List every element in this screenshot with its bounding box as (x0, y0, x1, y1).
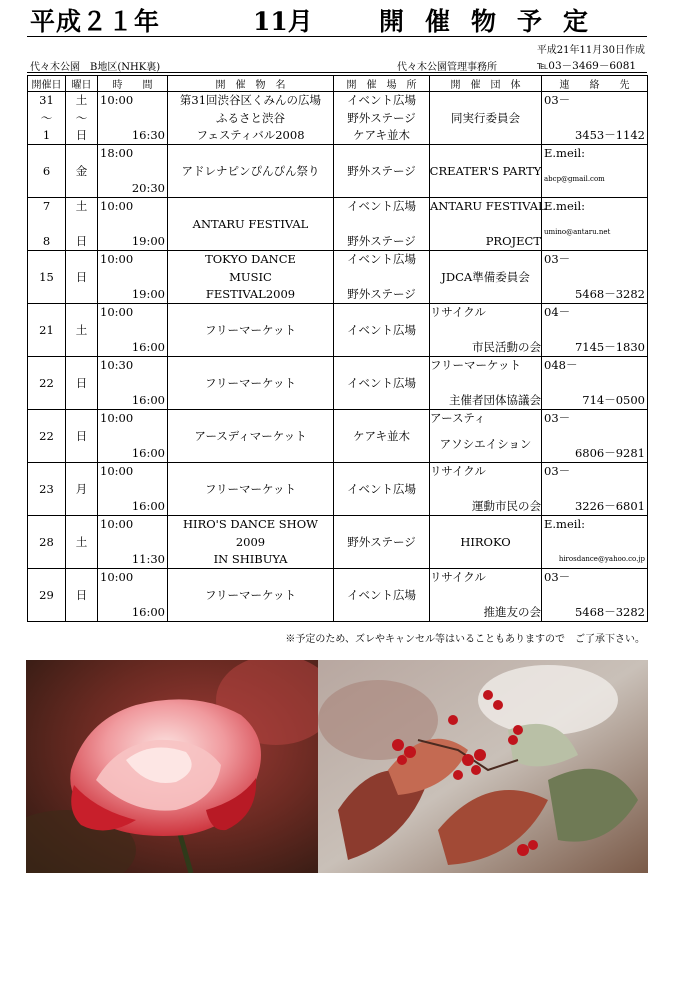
event-cell (168, 516, 334, 569)
organizer-cell-line: アソシエイション (439, 437, 532, 451)
day-cell (66, 516, 98, 569)
event-cell (168, 251, 334, 304)
place-cell-line: ケアキ並木 (352, 428, 411, 443)
date-cell (28, 251, 66, 304)
created-date: 平成21年11月30日作成 (536, 45, 645, 56)
organizer-cell (430, 251, 542, 304)
contact-cell-line: 714－0500 (582, 393, 645, 407)
contact-cell-line: 03－ (544, 252, 571, 266)
table-row (28, 251, 648, 304)
day-cell-line: 日 (75, 269, 88, 284)
place-cell-line: イベント広場 (347, 93, 416, 107)
park-location: 代々木公園 B地区(NHK裏) (30, 62, 161, 73)
end-time: 16:00 (131, 499, 165, 513)
table-row (28, 304, 648, 357)
organizer-cell (430, 304, 542, 357)
date-cell (28, 569, 66, 622)
time-cell (98, 463, 168, 516)
contact-cell-line: abcp@gmail.com (544, 175, 605, 183)
event-cell-line: フリーマーケット (205, 375, 296, 390)
day-cell (66, 198, 98, 251)
disclaimer-note: ※予定のため、ズレやキャンセル等はいることもありますので ご了承下さい。 (285, 634, 645, 645)
day-cell-line: ～ (75, 110, 88, 125)
place-cell-line: イベント広場 (347, 199, 416, 213)
event-cell-line: フリーマーケット (205, 481, 296, 496)
organizer-cell-line: 運動市民の会 (472, 499, 541, 513)
end-time: 11:30 (131, 552, 165, 566)
contact-cell (542, 357, 648, 410)
place-cell (334, 251, 430, 304)
end-time: 16:00 (131, 340, 165, 354)
day-cell (66, 251, 98, 304)
organizer-cell-line: CREATER'S PARTY (429, 163, 542, 178)
contact-cell-line: 03－ (544, 411, 571, 425)
organizer-cell-line: フリーマーケット (430, 358, 521, 372)
place-cell-line: イベント広場 (347, 481, 416, 496)
contact-cell-line: 3226－6801 (574, 499, 645, 513)
col-event: 開 催 物 名 (168, 76, 334, 92)
day-cell (66, 463, 98, 516)
time-cell (98, 357, 168, 410)
rose-photo (26, 660, 318, 873)
organizer-cell (430, 145, 542, 198)
date-cell (28, 463, 66, 516)
place-cell-line: 野外ステージ (347, 287, 416, 301)
start-time: 10:00 (100, 517, 134, 531)
table-row (28, 92, 648, 145)
berries-photo (318, 660, 648, 873)
day-cell (66, 304, 98, 357)
time-cell (98, 569, 168, 622)
end-time: 16:00 (131, 605, 165, 619)
start-time: 10:30 (100, 358, 134, 372)
place-cell-line: 野外ステージ (347, 110, 416, 125)
table-row (28, 198, 648, 251)
col-date: 開催日 (28, 76, 66, 92)
col-time: 時 間 (98, 76, 168, 92)
date-cell (28, 516, 66, 569)
event-cell-line: TOKYO DANCE (205, 252, 296, 266)
organizer-cell (430, 516, 542, 569)
day-cell-line: 土 (75, 534, 88, 549)
date-cell (28, 145, 66, 198)
date-cell (28, 198, 66, 251)
contact-cell (542, 569, 648, 622)
date-cell (28, 92, 66, 145)
date-cell-line: 28 (39, 534, 54, 549)
time-cell (98, 304, 168, 357)
time-cell (98, 251, 168, 304)
contact-cell-line: E.meil: (544, 199, 585, 213)
event-cell-line: フリーマーケット (205, 587, 296, 602)
table-row (28, 516, 648, 569)
day-cell-line: 日 (75, 375, 88, 390)
event-cell-line: ANTARU FESTIVAL (192, 216, 309, 231)
start-time: 10:00 (100, 411, 134, 425)
place-cell-line: 野外ステージ (347, 163, 416, 178)
end-time: 16:00 (131, 446, 165, 460)
event-cell-line: フリーマーケット (205, 322, 296, 337)
place-cell-line: ケアキ並木 (352, 128, 411, 142)
contact-cell-line: 03－ (544, 570, 571, 584)
start-time: 18:00 (100, 146, 134, 160)
start-time: 10:00 (100, 570, 134, 584)
contact-cell (542, 516, 648, 569)
date-cell (28, 304, 66, 357)
date-cell-line: 6 (42, 163, 51, 178)
end-time: 16:00 (131, 393, 165, 407)
date-cell-line: ～ (40, 110, 53, 125)
end-time: 16:30 (131, 128, 165, 142)
contact-cell (542, 145, 648, 198)
day-cell-line: 月 (75, 481, 88, 496)
day-cell-line: 日 (75, 587, 88, 602)
day-cell-line: 金 (75, 163, 88, 178)
event-cell (168, 357, 334, 410)
event-cell (168, 198, 334, 251)
event-cell-line: FESTIVAL2009 (205, 287, 296, 301)
organizer-cell (430, 92, 542, 145)
title-year: 平成２１年 (30, 7, 161, 36)
end-time: 19:00 (131, 234, 165, 248)
contact-cell (542, 92, 648, 145)
event-cell (168, 463, 334, 516)
place-cell-line: 野外ステージ (347, 534, 416, 549)
day-cell (66, 92, 98, 145)
contact-cell-line: E.meil: (544, 146, 585, 160)
title-month: 11月 (253, 7, 313, 36)
contact-cell-line: hirosdance@yahoo.co.jp (558, 555, 645, 563)
contact-cell (542, 304, 648, 357)
table-row (28, 463, 648, 516)
organizer-cell (430, 463, 542, 516)
table-header-row (28, 76, 648, 92)
date-cell-line: 7 (42, 199, 51, 213)
event-cell (168, 145, 334, 198)
place-cell (334, 463, 430, 516)
place-cell-line: イベント広場 (347, 322, 416, 337)
contact-cell (542, 410, 648, 463)
organizer-cell-line: リサイクル (430, 464, 486, 478)
organizer-cell-line: 推進友の会 (483, 605, 541, 619)
event-cell-line: アドレナピンぴんぴん祭り (181, 163, 320, 178)
event-cell-line: アースディマーケット (194, 428, 307, 443)
date-cell-line: 22 (39, 428, 54, 443)
end-time: 20:30 (131, 181, 165, 195)
date-cell-line: 8 (42, 234, 51, 248)
end-time: 19:00 (131, 287, 165, 301)
contact-cell-line: umino@antaru.net (544, 228, 611, 236)
event-cell-line: HIRO'S DANCE SHOW (183, 517, 318, 531)
contact-cell-line: 048－ (544, 358, 578, 372)
contact-cell-line: 6806－9281 (574, 446, 645, 460)
event-cell (168, 304, 334, 357)
organizer-cell-line: 主催者団体協議会 (449, 393, 541, 407)
event-cell-line: IN SHIBUYA (213, 552, 288, 566)
col-organizer: 開 催 団 体 (430, 76, 542, 92)
date-cell-line: 21 (39, 322, 54, 337)
date-cell-line: 23 (39, 481, 54, 496)
day-cell-line: 土 (75, 322, 88, 337)
contact-cell-line: 7145－1830 (574, 340, 645, 354)
organizer-cell-line: 市民活動の会 (472, 340, 541, 354)
date-cell (28, 357, 66, 410)
place-cell (334, 92, 430, 145)
place-cell (334, 145, 430, 198)
col-day: 曜日 (66, 76, 98, 92)
start-time: 10:00 (100, 305, 134, 319)
event-cell (168, 569, 334, 622)
date-cell-line: 31 (39, 93, 54, 107)
title-heading: 開催物予定 (379, 7, 610, 36)
time-cell (98, 516, 168, 569)
day-cell (66, 569, 98, 622)
contact-cell-line: 03－ (544, 464, 571, 478)
table-row (28, 145, 648, 198)
time-cell (98, 145, 168, 198)
time-cell (98, 92, 168, 145)
date-cell-line: 22 (39, 375, 54, 390)
day-cell-line: 土 (75, 199, 88, 213)
event-cell-line: 2009 (235, 534, 266, 549)
place-cell (334, 569, 430, 622)
divider (27, 72, 647, 73)
col-place: 開 催 場 所 (334, 76, 430, 92)
start-time: 10:00 (100, 93, 134, 107)
day-cell-line: 日 (75, 234, 88, 248)
time-cell (98, 410, 168, 463)
event-cell (168, 92, 334, 145)
organizer-cell-line: 同実行委員会 (451, 110, 520, 125)
place-cell-line: イベント広場 (347, 375, 416, 390)
place-cell (334, 410, 430, 463)
place-cell (334, 516, 430, 569)
day-cell-line: 日 (75, 428, 88, 443)
title-bar (27, 2, 647, 37)
day-cell-line: 日 (75, 128, 88, 142)
day-cell-line: 土 (75, 93, 88, 107)
organizer-cell (430, 569, 542, 622)
office-phone: ℡03－3469－6081 (537, 60, 637, 72)
contact-cell-line: E.meil: (544, 517, 585, 531)
day-cell (66, 357, 98, 410)
start-time: 10:00 (100, 199, 134, 213)
place-cell-line: イベント広場 (347, 587, 416, 602)
organizer-cell (430, 357, 542, 410)
organizer-cell-line: HIROKO (460, 534, 511, 549)
day-cell (66, 410, 98, 463)
organizer-cell (430, 410, 542, 463)
date-cell-line: 1 (42, 128, 51, 142)
contact-cell (542, 251, 648, 304)
table-row (28, 569, 648, 622)
start-time: 10:00 (100, 464, 134, 478)
organizer-cell-line: PROJECT (485, 234, 541, 248)
organizer-cell-line: ANTARU FESTIVAL (430, 199, 546, 213)
contact-cell-line: 04－ (544, 305, 571, 319)
contact-cell (542, 463, 648, 516)
table-row (28, 410, 648, 463)
contact-cell (542, 198, 648, 251)
place-cell-line: 野外ステージ (347, 234, 416, 248)
event-cell (168, 410, 334, 463)
organizer-cell-line: アースティ (430, 411, 486, 425)
organizer-cell (430, 198, 546, 251)
event-cell-line: 第31回渋谷区くみんの広場 (179, 93, 322, 107)
time-cell (98, 198, 168, 251)
date-cell-line: 29 (39, 587, 54, 602)
place-cell (334, 304, 430, 357)
date-cell (28, 410, 66, 463)
organizer-cell-line: リサイクル (430, 570, 486, 584)
office-name: 代々木公園管理事務所 (397, 62, 497, 73)
contact-cell-line: 3453－1142 (574, 128, 645, 142)
table-row (28, 357, 648, 410)
contact-cell-line: 5468－3282 (574, 605, 645, 619)
organizer-cell-line: JDCA準備委員会 (441, 269, 530, 284)
col-contact: 連 絡 先 (542, 76, 648, 92)
event-cell-line: MUSIC (229, 269, 272, 284)
start-time: 10:00 (100, 252, 134, 266)
event-cell-line: フェスティバル2008 (196, 128, 305, 142)
day-cell (66, 145, 98, 198)
place-cell (334, 198, 430, 251)
date-cell-line: 15 (39, 269, 54, 284)
place-cell-line: イベント広場 (347, 252, 416, 266)
place-cell (334, 357, 430, 410)
event-cell-line: ふるさと渋谷 (216, 110, 285, 125)
contact-cell-line: 5468－3282 (574, 287, 645, 301)
organizer-cell-line: リサイクル (430, 305, 486, 319)
contact-cell-line: 03－ (544, 93, 571, 107)
schedule-table (27, 75, 648, 622)
